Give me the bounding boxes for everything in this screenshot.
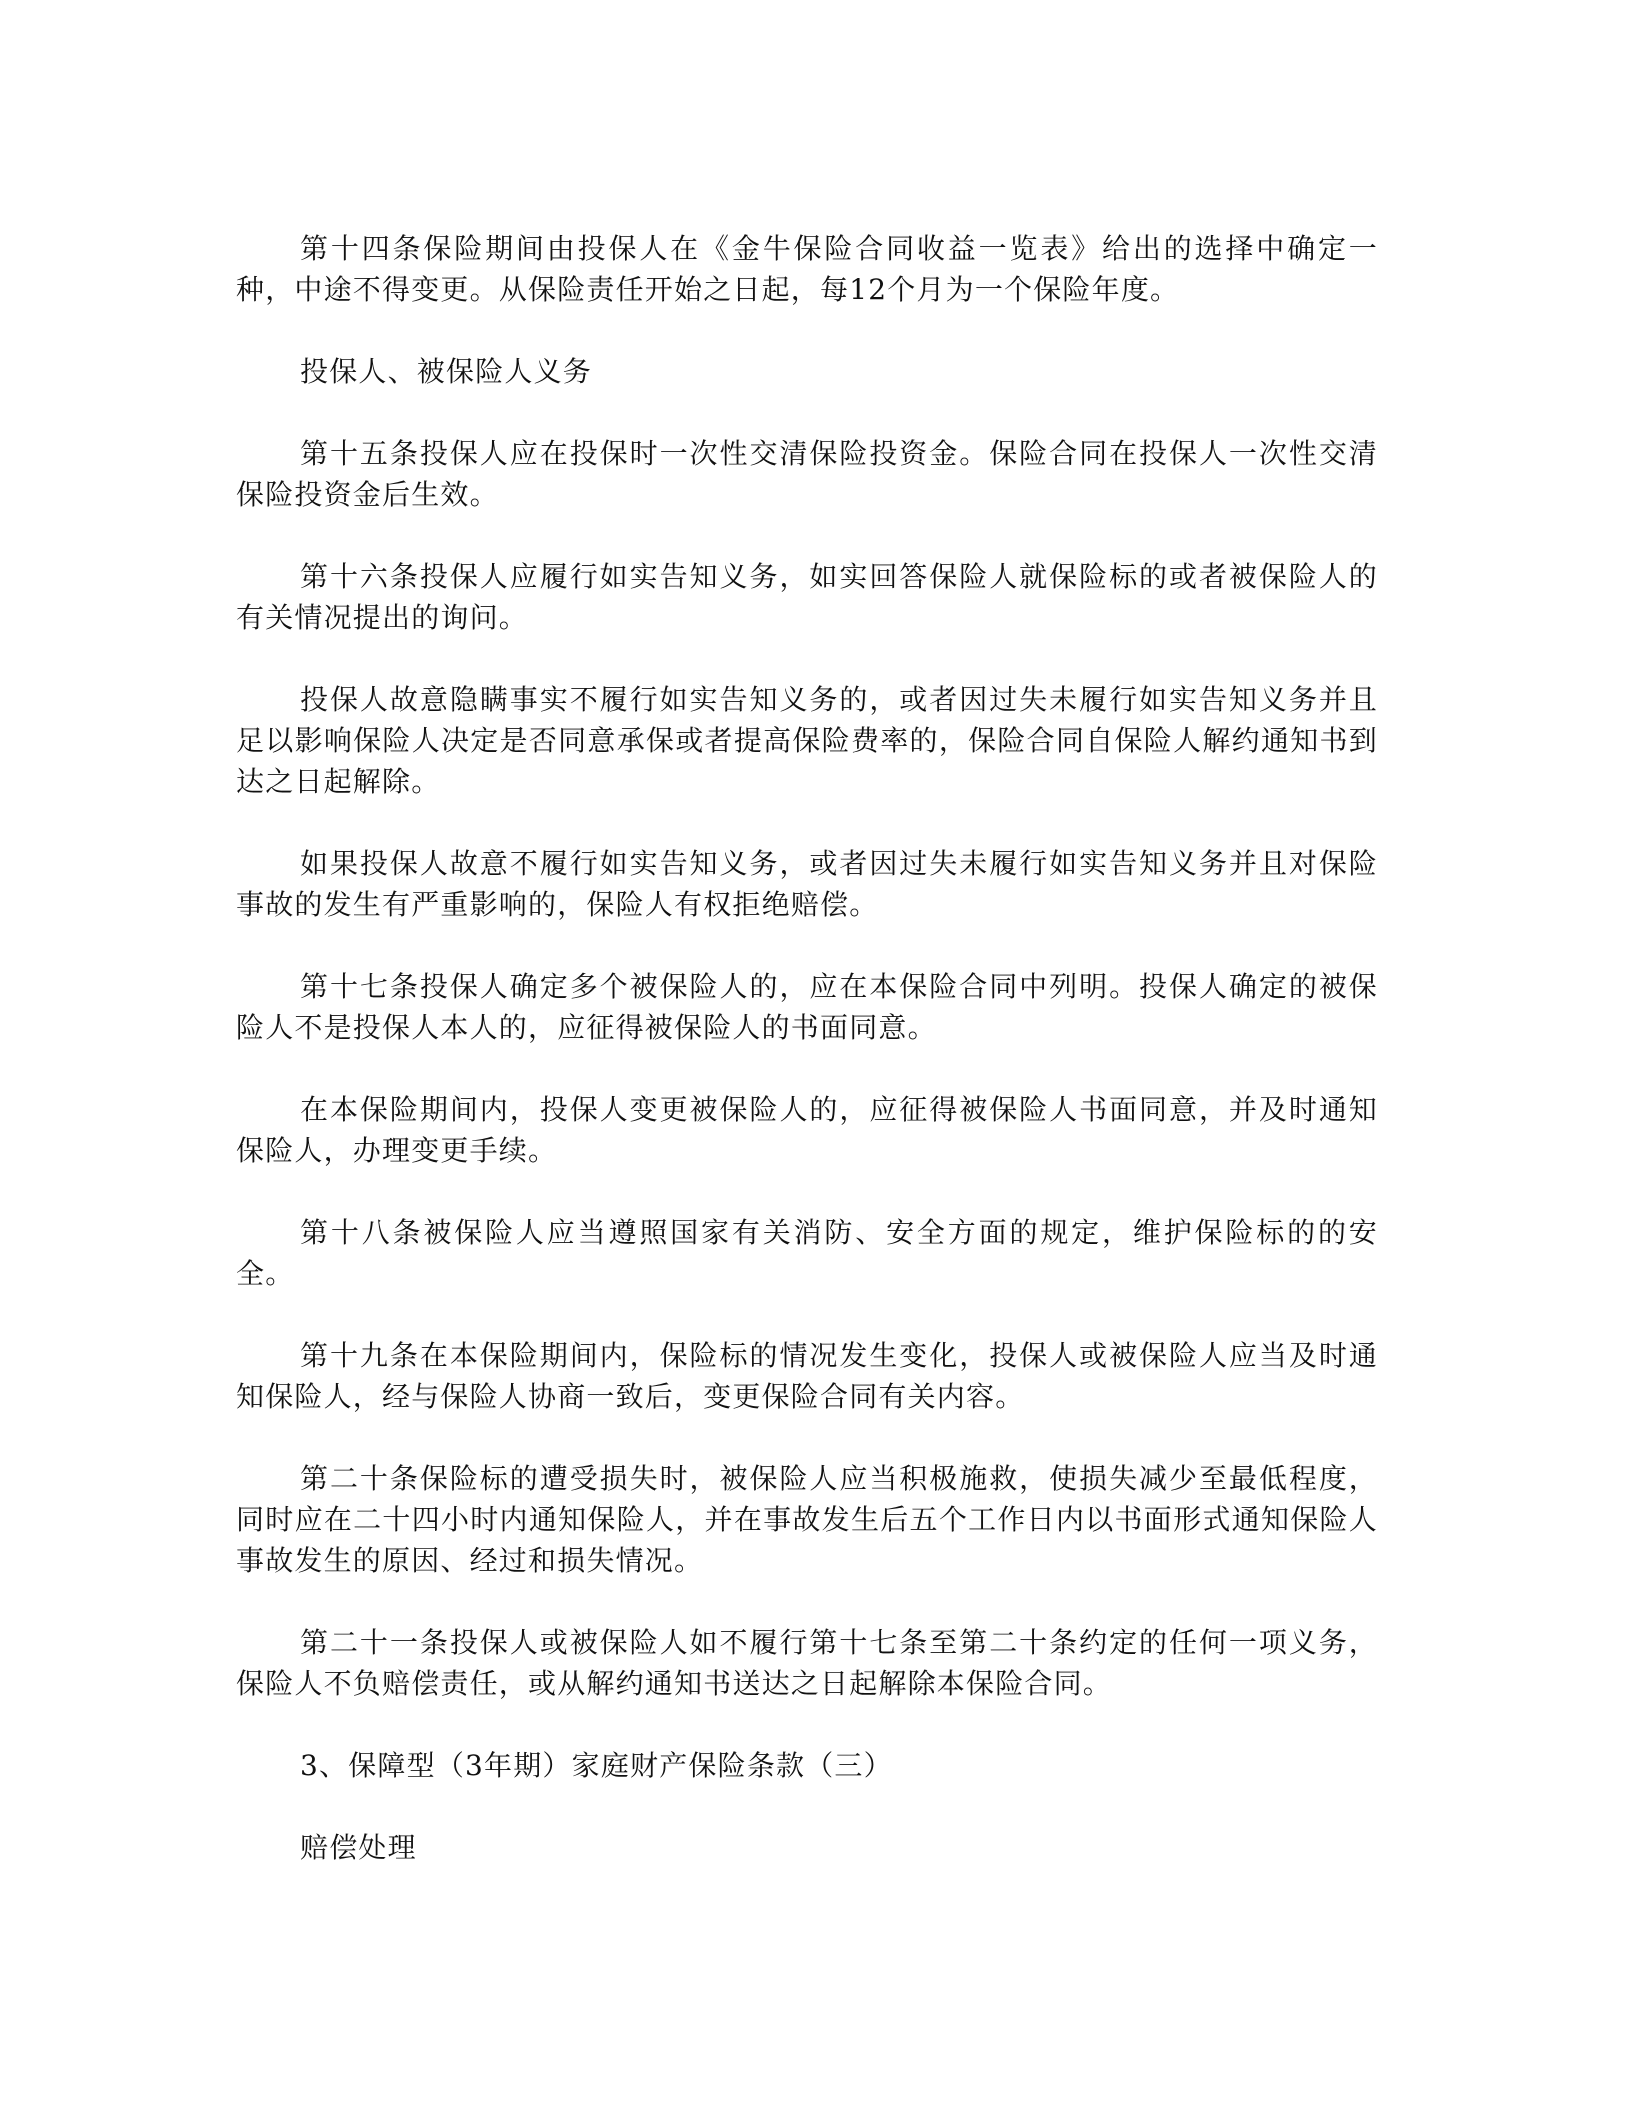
change-insured-paragraph: 在本保险期间内，投保人变更被保险人的，应征得被保险人书面同意，并及时通知保险人，办理变更手续。 (236, 1093, 1378, 1167)
article-19-paragraph: 第十九条在本保险期间内，保险标的情况发生变化，投保人或被保险人应当及时通知保险人，经与保险人协商一致后，变更保险合同有关内容。 (236, 1339, 1378, 1413)
section-heading-claims: 赔偿处理 (300, 1831, 417, 1864)
document-page (236, 228, 1378, 1909)
article-16-paragraph: 第十六条投保人应履行如实告知义务，如实回答保险人就保险标的或者被保险人的有关情况提出的询问。 (236, 560, 1378, 634)
article-20-paragraph: 第二十条保险标的遭受损失时，被保险人应当积极施救，使损失减少至最低程度，同时应在二十四小时内通知保险人，并在事故发生后五个工作日内以书面形式通知保险人事故发生的原因、经过和损失情况。 (236, 1462, 1378, 1577)
section-heading-clause-3: 3、保障型（3年期）家庭财产保险条款（三） (300, 1749, 893, 1782)
refusal-of-compensation-paragraph: 如果投保人故意不履行如实告知义务，或者因过失未履行如实告知义务并且对保险事故的发生有严重影响的，保险人有权拒绝赔偿。 (236, 847, 1378, 921)
section-heading-obligations: 投保人、被保险人义务 (300, 355, 593, 388)
article-21-paragraph: 第二十一条投保人或被保险人如不履行第十七条至第二十条约定的任何一项义务，保险人不负赔偿责任，或从解约通知书送达之日起解除本保险合同。 (236, 1626, 1378, 1700)
concealment-paragraph: 投保人故意隐瞒事实不履行如实告知义务的，或者因过失未履行如实告知义务并且足以影响保险人决定是否同意承保或者提高保险费率的，保险合同自保险人解约通知书到达之日起解除。 (236, 683, 1378, 798)
article-15-paragraph: 第十五条投保人应在投保时一次性交清保险投资金。保险合同在投保人一次性交清保险投资金后生效。 (236, 437, 1378, 511)
article-14-paragraph: 第十四条保险期间由投保人在《金牛保险合同收益一览表》给出的选择中确定一种，中途不得变更。从保险责任开始之日起，每12个月为一个保险年度。 (236, 232, 1378, 306)
article-18-paragraph: 第十八条被保险人应当遵照国家有关消防、安全方面的规定，维护保险标的的安全。 (236, 1216, 1378, 1290)
article-17-paragraph: 第十七条投保人确定多个被保险人的，应在本保险合同中列明。投保人确定的被保险人不是投保人本人的，应征得被保险人的书面同意。 (236, 970, 1378, 1044)
